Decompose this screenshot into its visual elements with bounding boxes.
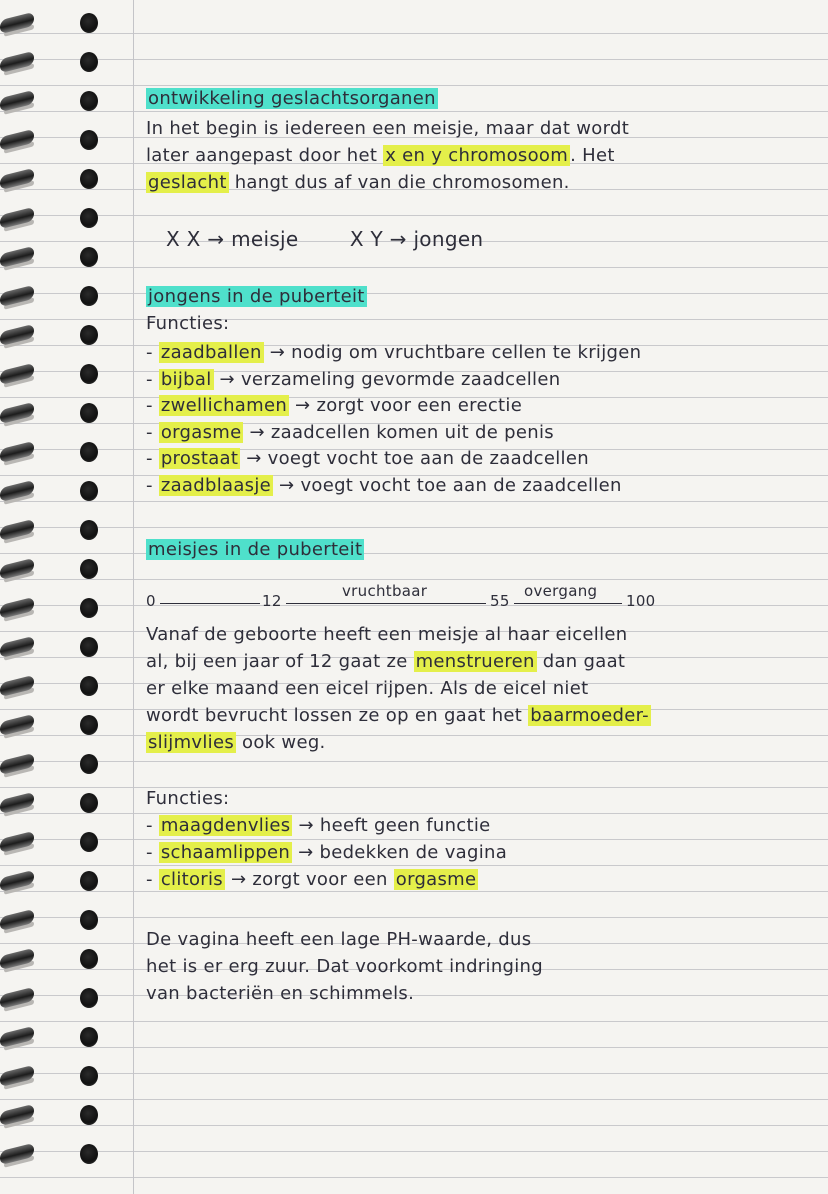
timeline-label-55: 55 (490, 592, 510, 610)
function-term: prostaat (160, 448, 239, 469)
function-dash: - (146, 474, 159, 496)
highlight-chromosoom: x en y chromosoom (385, 145, 569, 166)
spiral-ring (0, 205, 40, 233)
function-desc: → voegt vocht toe aan de zaadcellen (273, 474, 622, 496)
margin-line (133, 0, 134, 1194)
girls-text-line-1: Vanaf de geboorte heeft een meisje al haar eicellen (146, 624, 628, 645)
spiral-ring (0, 868, 40, 896)
function-desc: → zaadcellen komen uit de penis (243, 421, 554, 443)
function-dash: - (146, 842, 159, 863)
spiral-ring (0, 634, 40, 662)
function-term: orgasme (160, 421, 242, 443)
binder-hole (80, 715, 98, 735)
function-dash: - (146, 815, 159, 836)
binder-hole (80, 832, 98, 852)
spiral-ring (0, 829, 40, 857)
heading-meisjes: meisjes in de puberteit (148, 539, 363, 560)
function-dash: - (146, 448, 159, 469)
spiral-ring (0, 556, 40, 584)
function-desc: → bedekken de vagina (292, 842, 508, 863)
spiral-ring (0, 1024, 40, 1052)
spiral-ring (0, 127, 40, 155)
highlight-geslacht: geslacht (148, 172, 227, 193)
spiral-ring (0, 88, 40, 116)
function-item (146, 473, 622, 499)
functies-heading-boys: Functies: (146, 313, 230, 334)
binder-hole (80, 1105, 98, 1125)
spiral-ring (0, 595, 40, 623)
spiral-ring (0, 439, 40, 467)
function-item (146, 446, 589, 472)
spiral-ring (0, 166, 40, 194)
function-term: bijbal (160, 368, 212, 390)
binder-hole (80, 1066, 98, 1086)
timeline-segment (160, 603, 260, 604)
highlight-baarmoeder: baarmoeder- (530, 705, 649, 726)
function-item (146, 420, 554, 446)
binder-hole (80, 1144, 98, 1164)
function-term: schaamlippen (160, 842, 291, 863)
intro-line-1: In het begin is iedereen een meisje, maar dat wordt (146, 118, 630, 139)
function-desc: → zorgt voor een erectie (289, 395, 523, 416)
highlight-menstrueren: menstrueren (415, 651, 535, 672)
function-term: clitoris (160, 869, 223, 890)
spiral-ring (0, 400, 40, 428)
function-dash: - (146, 395, 159, 416)
function-dash: - (146, 421, 159, 443)
function-desc: → voegt vocht toe aan de zaadcellen (240, 448, 589, 469)
function-term: maagdenvlies (160, 815, 291, 836)
spiral-binding (0, 0, 125, 1194)
binder-hole (80, 13, 98, 33)
binder-hole (80, 208, 98, 228)
spiral-ring (0, 322, 40, 350)
spiral-ring (0, 10, 40, 38)
functies-heading-girls: Functies: (146, 788, 230, 809)
binder-hole (80, 364, 98, 384)
binder-hole (80, 286, 98, 306)
function-term: zaadblaasje (160, 474, 272, 496)
binder-hole (80, 481, 98, 501)
timeline-label-0: 0 (146, 592, 156, 610)
girls-text-line-4: wordt bevrucht lossen ze op en gaat het baarmoeder- (146, 705, 649, 726)
girls-text-line-2: al, bij een jaar of 12 gaat ze menstrueren dan gaat (146, 651, 626, 672)
spiral-ring (0, 751, 40, 779)
binder-hole (80, 559, 98, 579)
spiral-ring (0, 517, 40, 545)
spiral-ring (0, 946, 40, 974)
girls-text-line-3: er elke maand een eicel rijpen. Als de eicel niet (146, 678, 589, 699)
binder-hole (80, 91, 98, 111)
function-item (146, 367, 560, 393)
binder-hole (80, 910, 98, 930)
intro-line-2: later aangepast door het x en y chromosoom . Het (146, 145, 615, 166)
timeline-label-vruchtbaar: vruchtbaar (342, 582, 428, 600)
binder-hole (80, 520, 98, 540)
function-desc: → nodig om vruchtbare cellen te krijgen (263, 342, 642, 363)
spiral-ring (0, 478, 40, 506)
binder-hole (80, 52, 98, 72)
intro-line-3: geslacht hangt dus af van die chromosomen. (148, 172, 570, 193)
binder-hole (80, 325, 98, 345)
binder-hole (80, 949, 98, 969)
heading-jongens: jongens in de puberteit (148, 286, 365, 307)
spiral-ring (0, 712, 40, 740)
binder-hole (80, 637, 98, 657)
heading-ontwikkeling: ontwikkeling geslachtsorganen (148, 88, 436, 109)
spiral-ring (0, 1102, 40, 1130)
binder-hole (80, 598, 98, 618)
highlight-slijmvlies: slijmvlies (148, 732, 235, 753)
chromosome-line: X X → meisje X Y → jongen (166, 227, 484, 251)
vagina-line-1: De vagina heeft een lage PH-waarde, dus (146, 929, 532, 950)
binder-hole (80, 442, 98, 462)
function-desc2: orgasme (395, 869, 477, 890)
function-dash: - (146, 342, 159, 363)
timeline-label-12: 12 (262, 592, 282, 610)
spiral-ring (0, 673, 40, 701)
function-desc: → zorgt voor een (224, 869, 394, 890)
spiral-ring (0, 985, 40, 1013)
function-desc: → verzameling gevormde zaadcellen (213, 368, 561, 390)
binder-hole (80, 169, 98, 189)
function-desc: → heeft geen functie (292, 815, 491, 836)
function-item (146, 813, 491, 839)
timeline-label-overgang: overgang (524, 582, 598, 600)
function-item (146, 840, 507, 866)
function-item (146, 393, 522, 419)
binder-hole (80, 793, 98, 813)
vagina-line-3: van bacteriën en schimmels. (146, 983, 415, 1004)
girls-text-line-5: slijmvlies ook weg. (148, 732, 326, 753)
spiral-ring (0, 361, 40, 389)
function-dash: - (146, 368, 159, 390)
spiral-ring (0, 907, 40, 935)
age-timeline (146, 582, 706, 614)
function-term: zaadballen (160, 342, 262, 363)
spiral-ring (0, 244, 40, 272)
binder-hole (80, 1027, 98, 1047)
binder-hole (80, 871, 98, 891)
function-item (146, 340, 641, 366)
spiral-ring (0, 1063, 40, 1091)
binder-hole (80, 130, 98, 150)
function-item (146, 867, 478, 893)
vagina-line-2: het is er erg zuur. Dat voorkomt indringing (146, 956, 543, 977)
binder-hole (80, 403, 98, 423)
function-dash: - (146, 869, 159, 890)
binder-hole (80, 247, 98, 267)
binder-hole (80, 754, 98, 774)
function-term: zwellichamen (160, 395, 288, 416)
binder-hole (80, 676, 98, 696)
spiral-ring (0, 283, 40, 311)
spiral-ring (0, 790, 40, 818)
binder-hole (80, 988, 98, 1008)
spiral-ring (0, 49, 40, 77)
spiral-ring (0, 1141, 40, 1169)
timeline-label-100: 100 (626, 592, 656, 610)
